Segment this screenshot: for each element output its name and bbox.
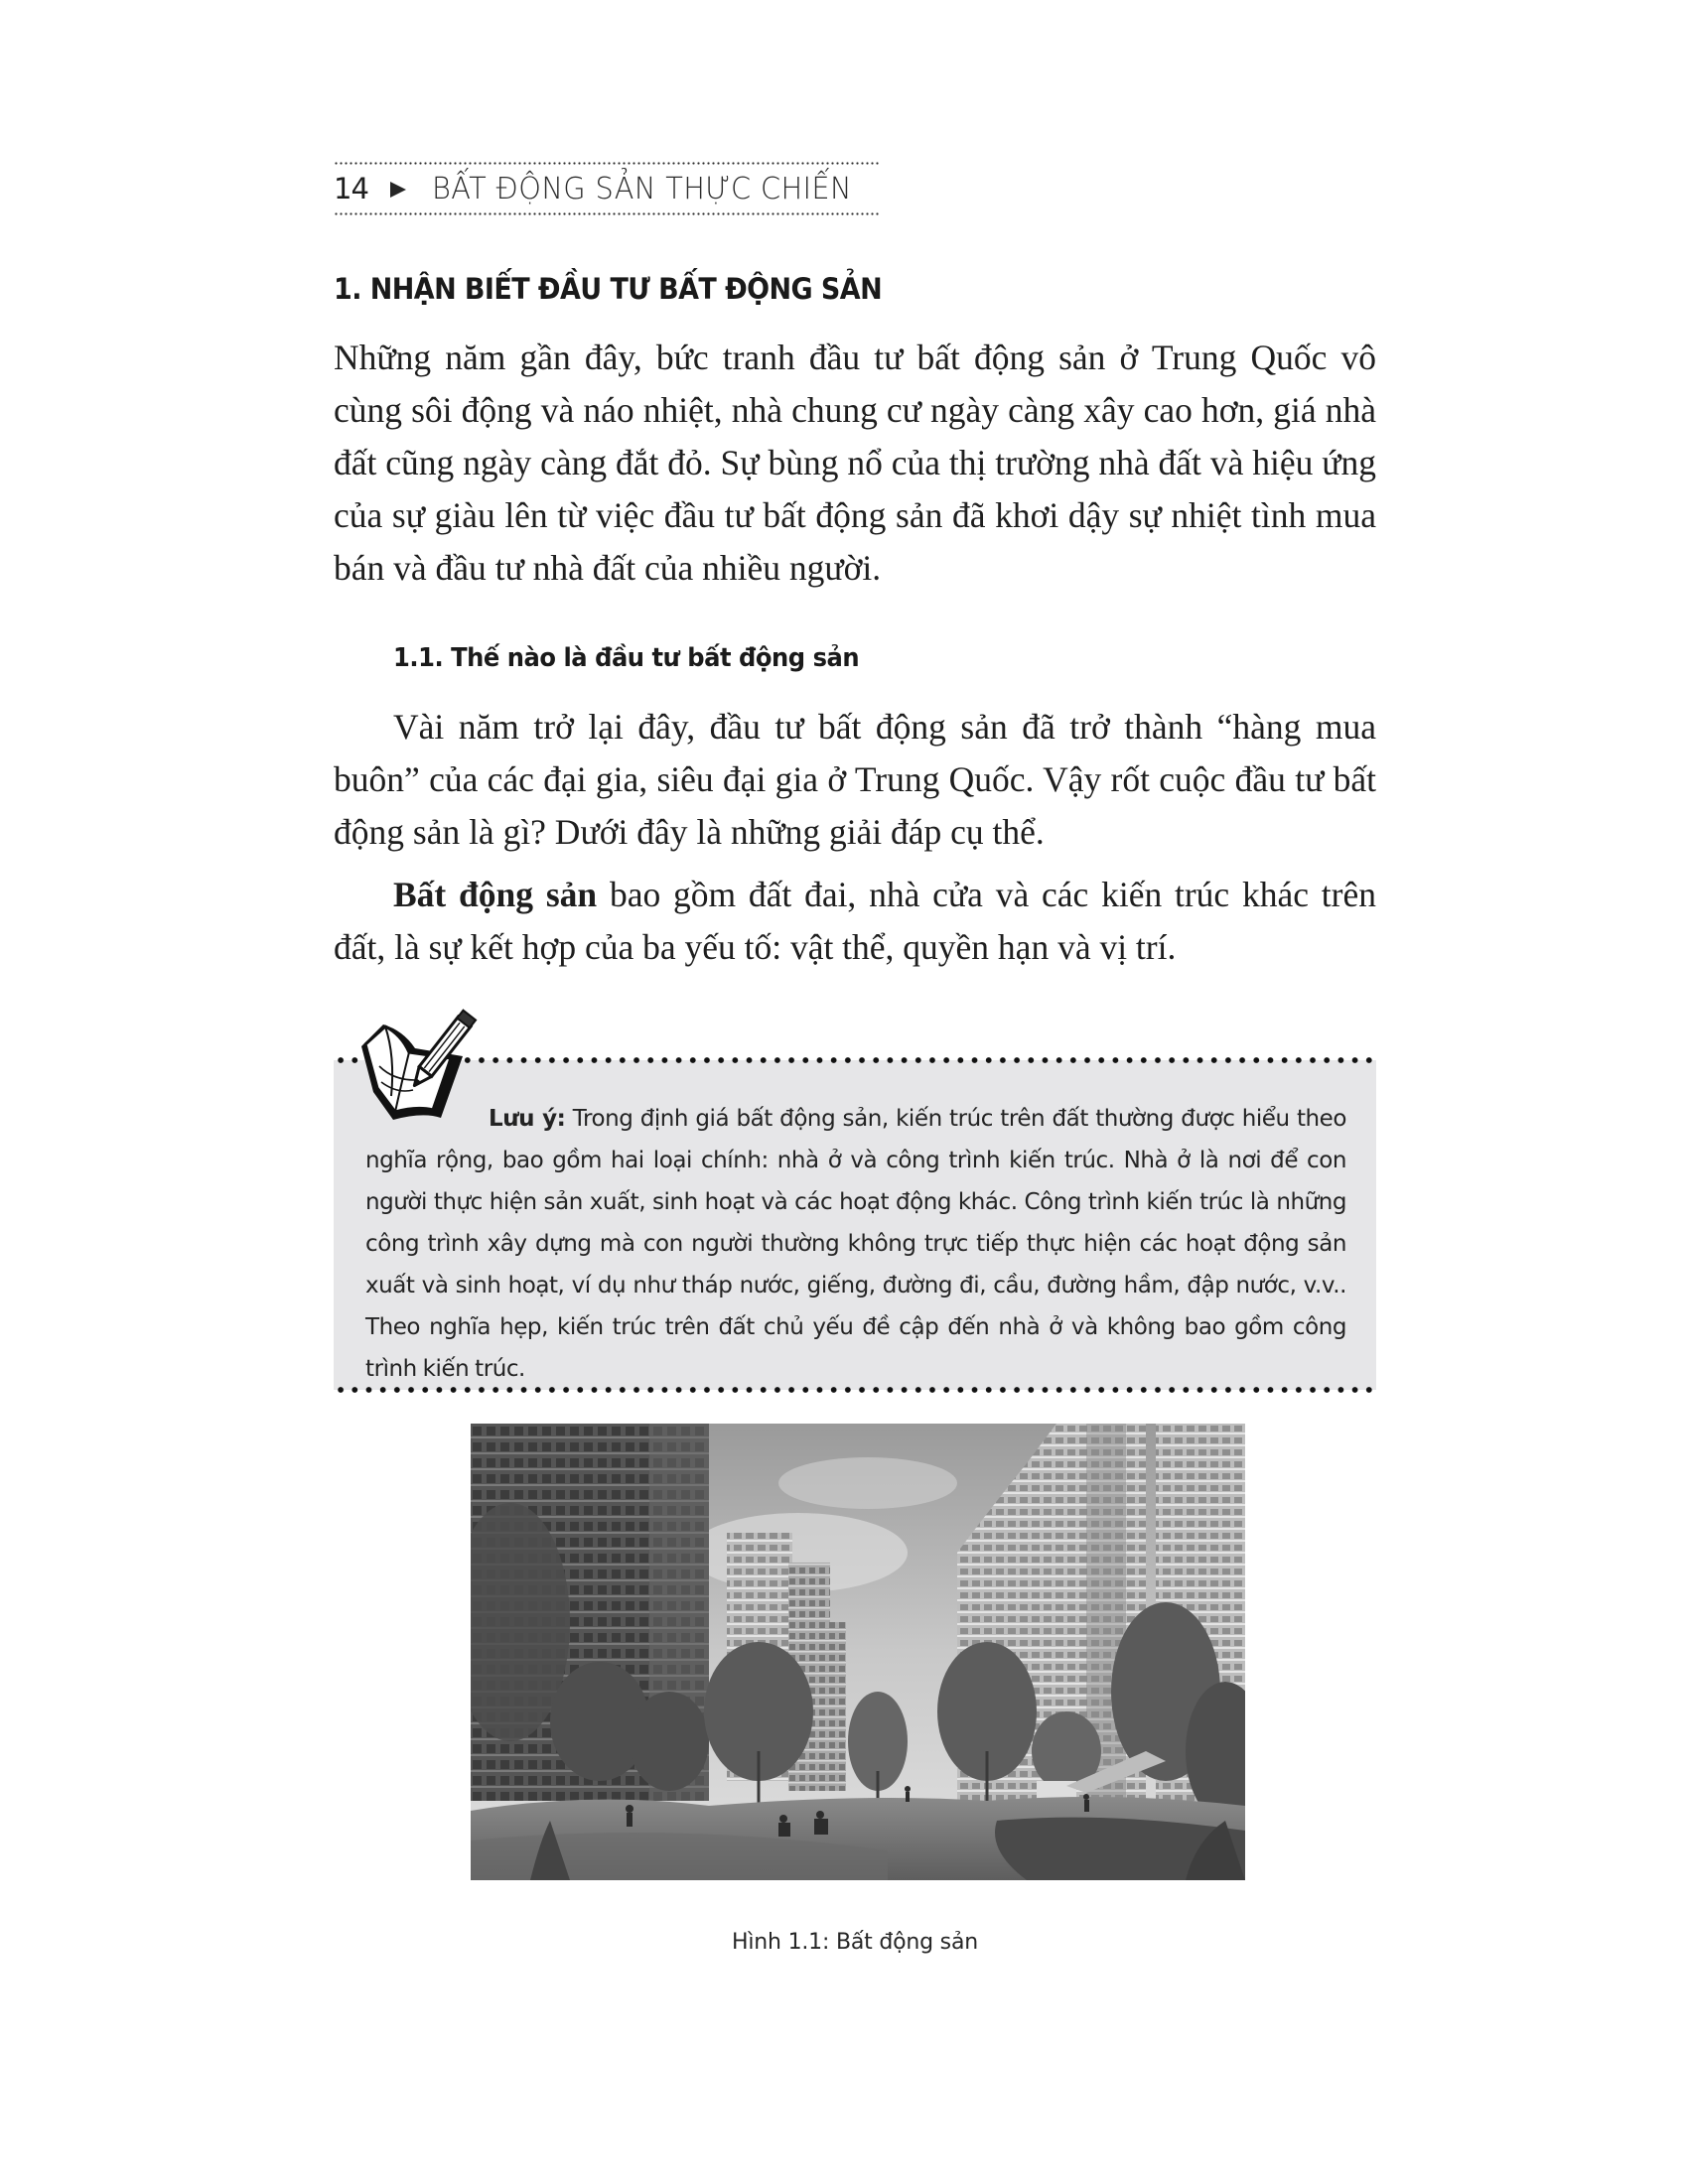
section-heading: 1. NHẬN BIẾT ĐẦU TƯ BẤT ĐỘNG SẢN xyxy=(334,272,883,306)
note-body: Trong định giá bất động sản, kiến trúc trên đất thường được hiểu theo nghĩa rộng, bao gồm hai loại chính: nhà ở và công trình kiến trúc. Nhà ở là nơi để con người thực hiện sản xuất, sinh hoạt và các hoạt động khác. Công trình kiến trúc là những công trình xây dựng mà con người thường không trực tiếp thực hiện các hoạt động sản xuất và sinh hoạt, ví dụ như tháp nước, giếng, đường đi, cầu, đường hầm, đập nước, v.v.. Theo nghĩa hẹp, kiến trúc trên đất chủ yếu đề cập đến nhà ở và không bao gồm công trình kiến trúc. xyxy=(365,1106,1346,1382)
page-number: 14 xyxy=(334,172,368,205)
definition-text: bao gồm đất đai, nhà cửa và các kiến trúc khác trên đất, là sự kết hợp của ba yếu tố: vật thể, quyền hạn và vị trí. xyxy=(334,875,1376,967)
body-paragraph: Vài năm trở lại đây, đầu tư bất động sản đã trở thành “hàng mua buôn” của các đại gia, siêu đại gia ở Trung Quốc. Vậy rốt cuộc đầu tư bất động sản là gì? Dưới đây là những giải đáp cụ thể. xyxy=(334,707,1376,852)
header-line xyxy=(334,165,880,212)
header-bottom-dotted-rule xyxy=(334,212,880,215)
apartment-towers-photo xyxy=(471,1424,1245,1880)
note-top-dotted-border xyxy=(334,1056,1376,1064)
arrowhead-right-icon xyxy=(390,182,406,198)
subsection-heading: 1.1. Thế nào là đầu tư bất động sản xyxy=(393,643,860,673)
note-label: Lưu ý: xyxy=(489,1106,566,1132)
figure-caption: Hình 1.1: Bất động sản xyxy=(732,1930,978,1955)
book-title: BẤT ĐỘNG SẢN THỰC CHIẾN xyxy=(431,171,852,206)
figure-photo xyxy=(471,1424,1245,1880)
running-header xyxy=(334,162,880,215)
intro-paragraph: Những năm gần đây, bức tranh đầu tư bất động sản ở Trung Quốc vô cùng sôi động và náo nhiệt, nhà chung cư ngày càng xây cao hơn, giá nhà đất cũng ngày càng đắt đỏ. Sự bùng nổ của thị trường nhà đất và hiệu ứng của sự giàu lên từ việc đầu tư bất động sản đã khơi dậy sự nhiệt tình mua bán và đầu tư nhà đất của nhiều người. xyxy=(334,338,1376,588)
note-text xyxy=(365,1098,1346,1390)
definition-paragraph xyxy=(334,869,1376,974)
bold-term: Bất động sản xyxy=(393,875,598,914)
note-box xyxy=(334,1060,1376,1390)
